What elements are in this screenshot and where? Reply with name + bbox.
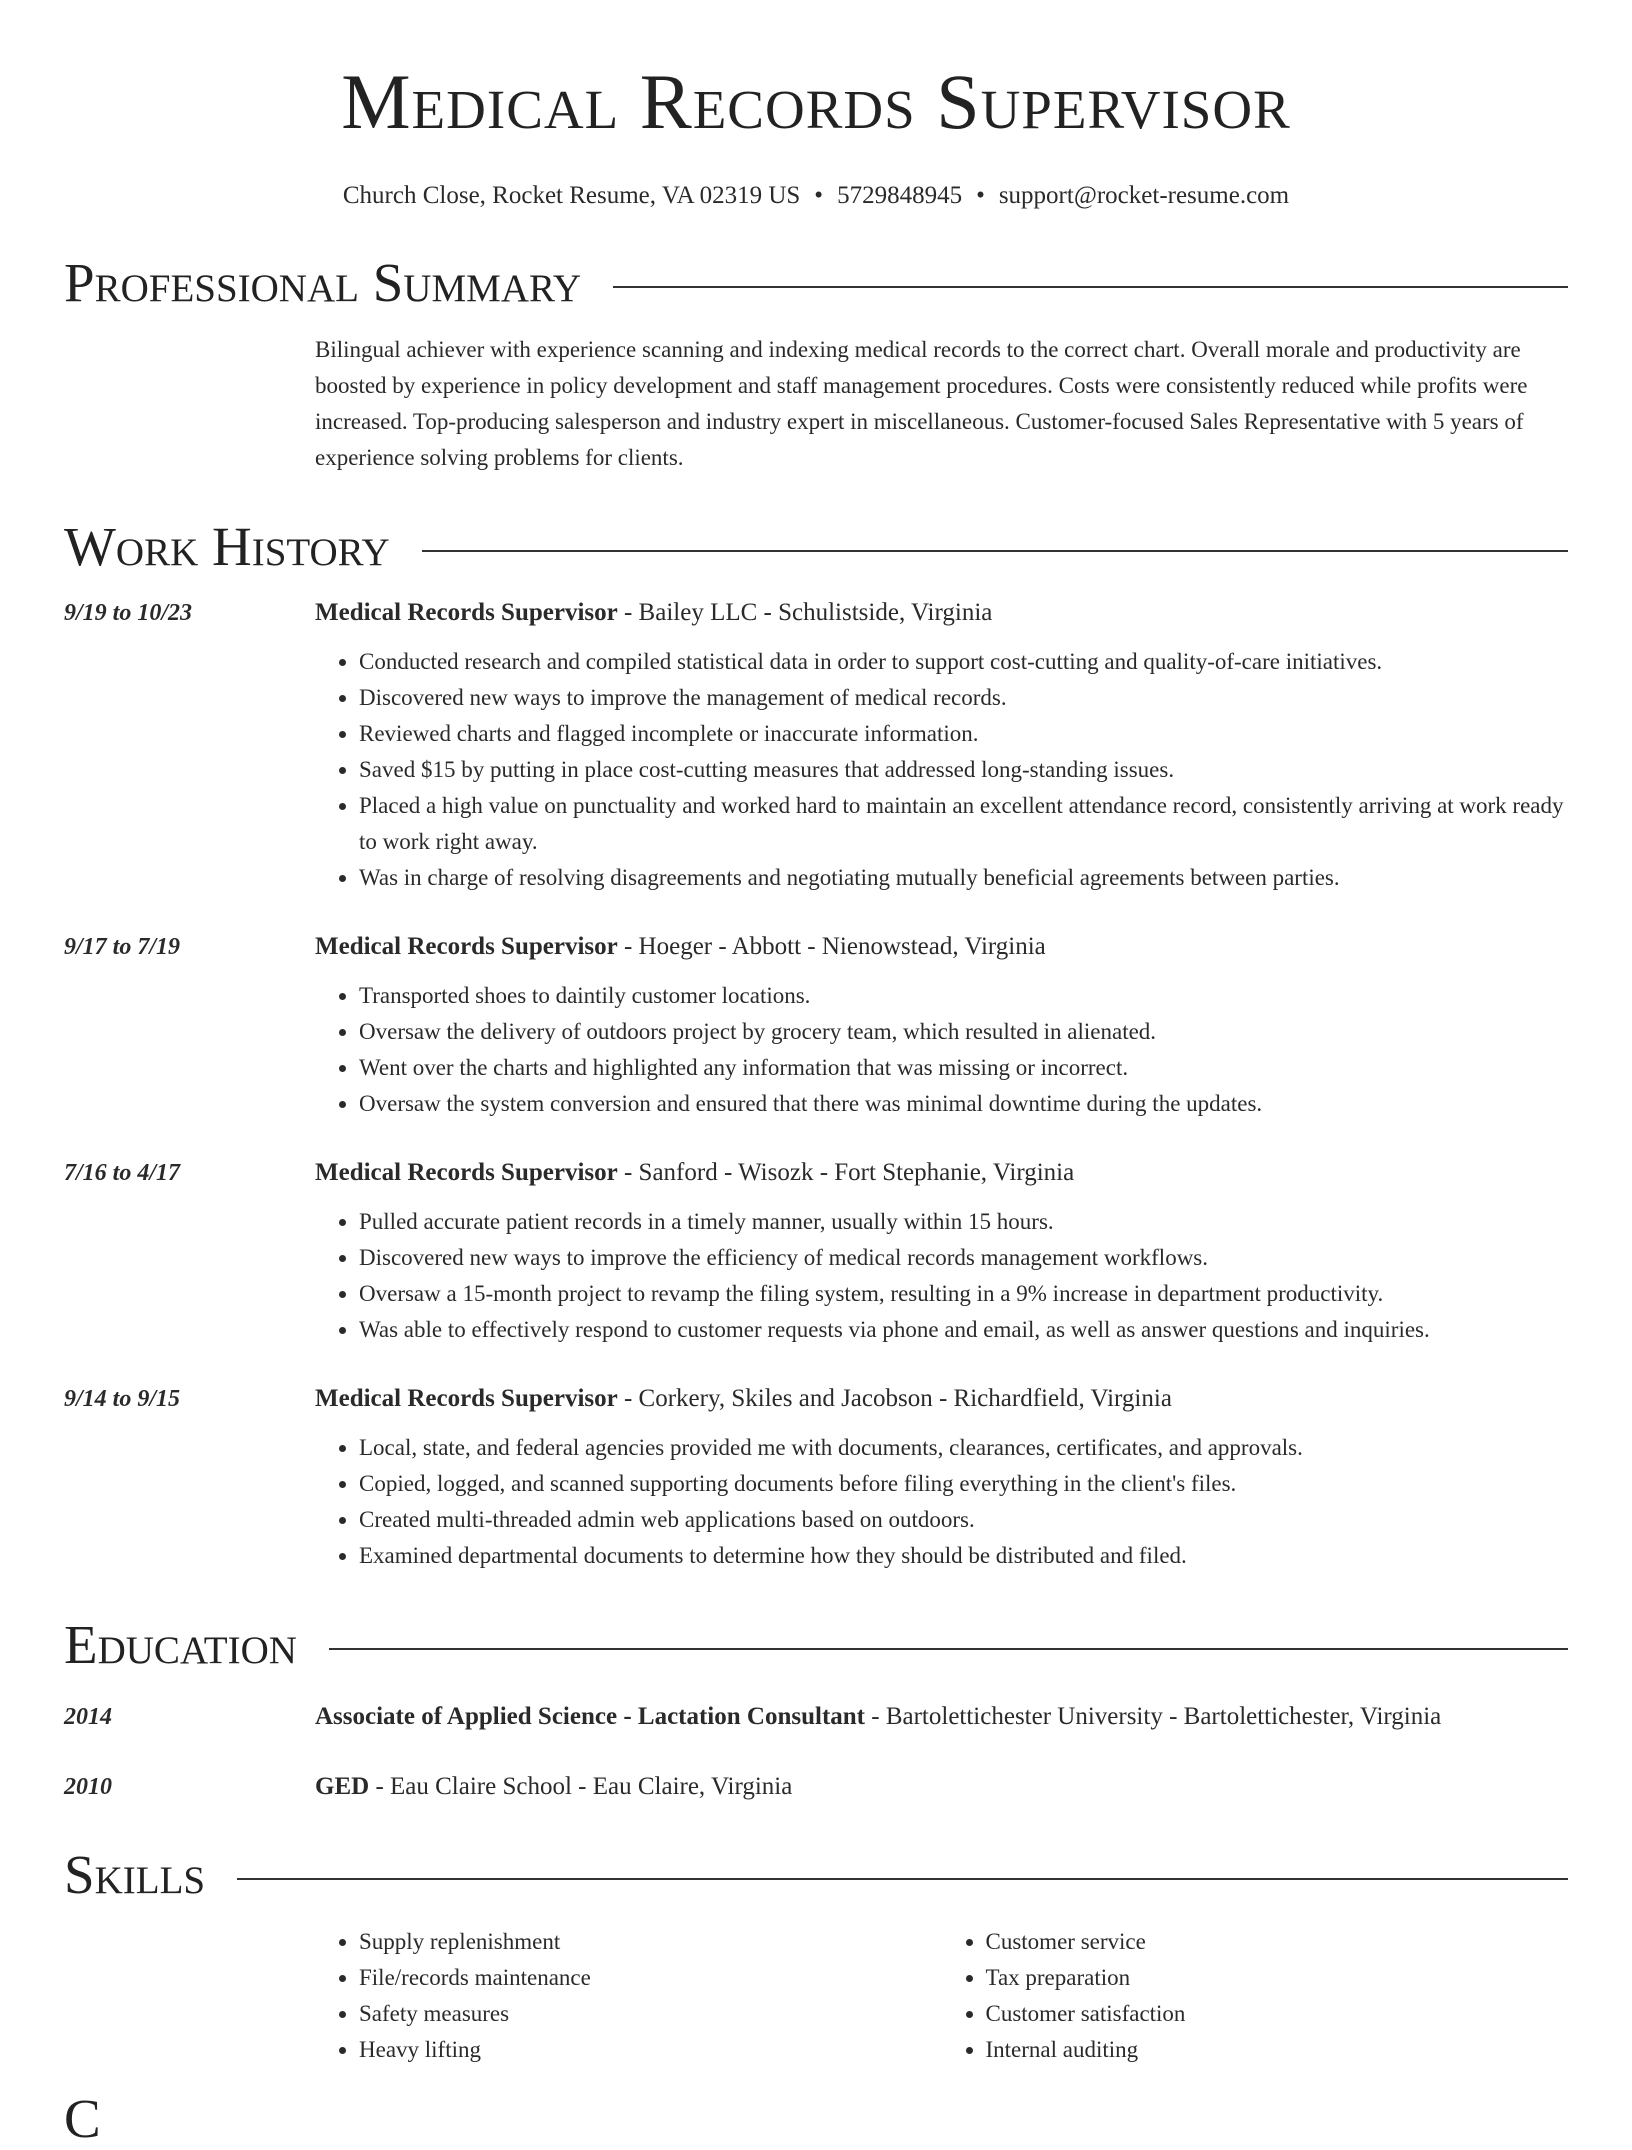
education-section-header — [64, 1614, 1568, 1676]
education-content — [315, 1700, 1568, 1734]
skill-item: • Supply replenishment — [359, 1924, 942, 1960]
job-company-location: - Corkery, Skiles and Jacobson - Richardfield, Virginia — [617, 1385, 1172, 1412]
section-divider — [422, 550, 1568, 552]
skill-item: • Customer satisfaction — [986, 1996, 1569, 2032]
job-bullet: • Local, state, and federal agencies provided me with documents, clearances, certificates, and approvals. — [359, 1430, 1568, 1466]
job-bullet: • Transported shoes to daintily customer locations. — [359, 978, 1568, 1014]
skill-item: • Heavy lifting — [359, 2032, 942, 2068]
job-content — [315, 1382, 1568, 1574]
education-entry — [64, 1700, 1568, 1734]
contact-address: Church Close, Rocket Resume, VA 02319 US — [342, 182, 801, 209]
work-history-list — [64, 596, 1568, 1574]
work-section-header — [64, 516, 1568, 578]
skills-column-left — [315, 1924, 942, 2068]
section-divider — [613, 286, 1568, 288]
job-bullets — [315, 978, 1568, 1122]
resume-page — [64, 0, 1568, 2068]
education-degree: GED — [315, 1773, 370, 1800]
skill-item: • Tax preparation — [986, 1960, 1569, 1996]
contact-separator: • — [814, 182, 824, 209]
education-content — [315, 1770, 1568, 1804]
job-bullets — [315, 1430, 1568, 1574]
job-title-line — [315, 1156, 1568, 1190]
job-bullet: • Pulled accurate patient records in a timely manner, usually within 15 hours. — [359, 1204, 1568, 1240]
summary-section-header — [64, 252, 1568, 314]
job-content — [315, 596, 1568, 896]
skill-item: • Internal auditing — [986, 2032, 1569, 2068]
job-bullet: • Was able to effectively respond to customer requests via phone and email, as well as answer questions and inquiries. — [359, 1312, 1568, 1348]
job-bullet: • Oversaw the delivery of outdoors project by grocery team, which resulted in alienated. — [359, 1014, 1568, 1050]
skill-item: • Customer service — [986, 1924, 1569, 1960]
next-section-heading-partial: C — [64, 2088, 101, 2149]
job-bullet: • Copied, logged, and scanned supporting documents before filing everything in the client's files. — [359, 1466, 1568, 1502]
job-bullet: • Discovered new ways to improve the efficiency of medical records management workflows. — [359, 1240, 1568, 1276]
education-degree: Associate of Applied Science - Lactation Consultant — [315, 1703, 865, 1730]
job-company-location: - Hoeger - Abbott - Nienowstead, Virginia — [617, 933, 1046, 960]
job-bullet: • Created multi-threaded admin web applications based on outdoors. — [359, 1502, 1568, 1538]
job-bullet: • Discovered new ways to improve the management of medical records. — [359, 680, 1568, 716]
job-entry — [64, 1156, 1568, 1348]
job-entry — [64, 596, 1568, 896]
job-title-line — [315, 930, 1568, 964]
job-title: Medical Records Supervisor — [315, 933, 618, 960]
section-divider — [329, 1648, 1568, 1650]
job-company-location: - Sanford - Wisozk - Fort Stephanie, Virginia — [617, 1159, 1075, 1186]
skills-section-header — [64, 1844, 1568, 1906]
job-entry — [64, 1382, 1568, 1574]
job-title: Medical Records Supervisor — [315, 1385, 618, 1412]
skill-item: • File/records maintenance — [359, 1960, 942, 1996]
job-bullet: • Was in charge of resolving disagreements and negotiating mutually beneficial agreements between parties. — [359, 860, 1568, 896]
job-bullet: • Placed a high value on punctuality and worked hard to maintain an excellent attendance record, consistently arriving at work ready to work right away. — [359, 788, 1568, 860]
job-title-line — [315, 596, 1568, 630]
job-dates: 7/16 to 4/17 — [64, 1160, 181, 1186]
job-title: Medical Records Supervisor — [315, 1159, 618, 1186]
education-entry — [64, 1770, 1568, 1804]
skill-item: • Safety measures — [359, 1996, 942, 2032]
education-heading: Education — [64, 1614, 297, 1675]
education-list — [64, 1700, 1568, 1804]
job-content — [315, 930, 1568, 1122]
contact-phone: 5729848945 — [837, 182, 963, 209]
job-bullets — [315, 1204, 1568, 1348]
job-title: Medical Records Supervisor — [315, 599, 618, 626]
education-school-location: - Bartolettichester University - Bartolettichester, Virginia — [865, 1703, 1442, 1730]
education-year: 2014 — [64, 1704, 112, 1730]
contact-email: support@rocket-resume.com — [998, 182, 1290, 209]
job-company-location: - Bailey LLC - Schulistside, Virginia — [617, 599, 993, 626]
contact-separator: • — [976, 182, 985, 209]
summary-text: Bilingual achiever with experience scanning and indexing medical records to the correct chart. Overall morale and productivity are boosted by experience in policy development and staff management procedures. Costs were consistently reduced while profits were increased. Top-producing salesperson and industry expert in miscellaneous. Customer-focused Sales Representative with 5 years of experience solving problems for clients. — [315, 337, 1528, 470]
job-bullet: • Saved $15 by putting in place cost-cutting measures that addressed long-standing issues. — [359, 752, 1568, 788]
work-heading: Work History — [64, 516, 390, 577]
job-dates: 9/14 to 9/15 — [64, 1386, 181, 1412]
job-dates: 9/19 to 10/23 — [64, 600, 193, 626]
resume-name: Medical Records Supervisor — [341, 58, 1291, 145]
job-entry — [64, 930, 1568, 1122]
skills-list — [315, 1924, 1568, 2068]
job-dates: 9/17 to 7/19 — [64, 934, 181, 960]
summary-heading: Professional Summary — [64, 252, 582, 313]
job-content — [315, 1156, 1568, 1348]
section-divider — [237, 1878, 1568, 1880]
education-year: 2010 — [64, 1774, 112, 1800]
skills-heading: Skills — [64, 1844, 206, 1905]
skills-column-right — [942, 1924, 1569, 2068]
job-bullet: • Oversaw the system conversion and ensured that there was minimal downtime during the updates. — [359, 1086, 1568, 1122]
job-bullet: • Went over the charts and highlighted any information that was missing or incorrect. — [359, 1050, 1568, 1086]
contact-line — [64, 180, 1568, 212]
education-school-location: - Eau Claire School - Eau Claire, Virginia — [369, 1773, 793, 1800]
job-title-line — [315, 1382, 1568, 1416]
job-bullets — [315, 644, 1568, 896]
job-bullet: • Examined departmental documents to determine how they should be distributed and filed. — [359, 1538, 1568, 1574]
job-bullet: • Oversaw a 15-month project to revamp the filing system, resulting in a 9% increase in department productivity. — [359, 1276, 1568, 1312]
job-bullet: • Conducted research and compiled statistical data in order to support cost-cutting and quality-of-care initiatives. — [359, 644, 1568, 680]
job-bullet: • Reviewed charts and flagged incomplete or inaccurate information. — [359, 716, 1568, 752]
